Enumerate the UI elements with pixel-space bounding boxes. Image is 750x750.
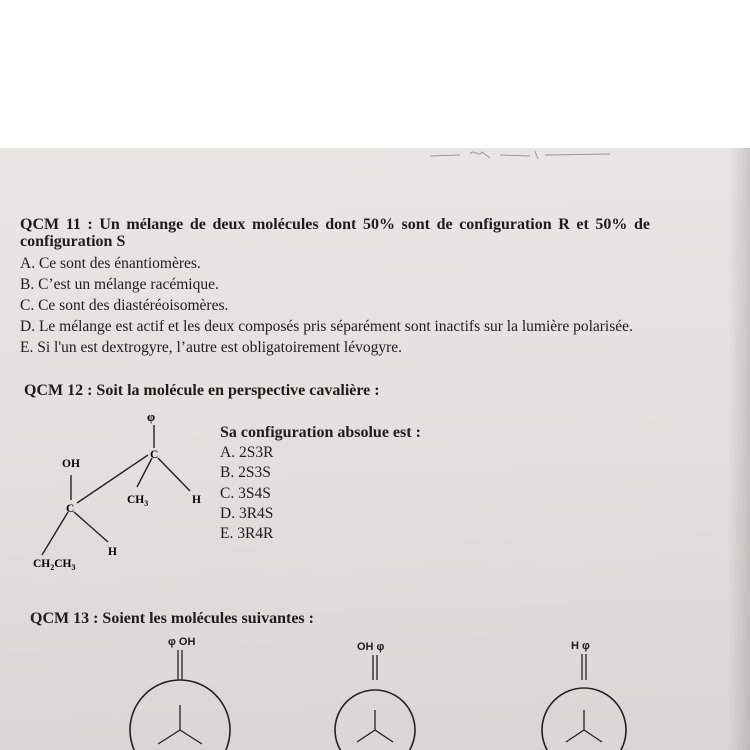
phi-label: φ: [147, 409, 156, 424]
qcm11-option-d: D. Le mélange est actif et les deux composés pris séparément sont inactifs sur la lumière polarisée.: [20, 318, 633, 335]
oh-label: OH: [62, 458, 80, 470]
carbon-2-label: C: [150, 449, 159, 461]
photo-background: [0, 0, 750, 148]
carbon-3-label: C: [66, 503, 75, 515]
qcm12-option-e: E. 3R4R: [220, 525, 274, 542]
newman-projection-1: [128, 650, 238, 750]
newman-projection-3: [540, 654, 640, 750]
newman-projection-2: [330, 655, 430, 750]
qcm12-option-a: A. 2S3R: [220, 444, 274, 461]
qcm11-option-e: E. Si l'un est dextrogyre, l’autre est obligatoirement lévogyre.: [20, 339, 403, 356]
qcm12-title: QCM 12 : Soit la molécule en perspective cavalière :: [24, 382, 380, 399]
qcm12-question: Sa configuration absolue est :: [220, 424, 421, 441]
h-bottom-label: H: [108, 546, 117, 558]
h-right-label: H: [192, 494, 201, 506]
bond-c3-ethyl: [42, 512, 68, 555]
qcm11-option-b: B. C’est un mélange racémique.: [20, 276, 219, 293]
newman-3-label: H φ: [571, 640, 590, 652]
bond-c2-h: [158, 458, 190, 491]
qcm13-title: QCM 13 : Soient les molécules suivantes :: [30, 610, 314, 627]
newman-2-label: OH φ: [357, 641, 385, 653]
qcm12-option-d: D. 3R4S: [220, 505, 274, 522]
qcm11-title-line2: configuration S: [20, 233, 126, 250]
bond-c2-ch3: [137, 458, 152, 487]
qcm12-option-c: C. 3S4S: [220, 485, 271, 502]
newman-1-label: φ OH: [168, 636, 196, 648]
bond-c3-h: [74, 512, 108, 542]
qcm11-title-line1: QCM 11 : Un mélange de deux molécules dont 50% sont de configuration R et 50% de: [20, 216, 651, 233]
qcm12-molecule-diagram: [0, 395, 230, 585]
ch3-label: $CH_3$: [127, 494, 149, 508]
page-edge-shadow: [728, 148, 750, 750]
ethyl-label: $CH_2CH_3$: [33, 558, 76, 572]
bleed-through-marks: [430, 146, 610, 162]
qcm12-option-b: B. 2S3S: [220, 464, 271, 481]
qcm11-option-c: C. Ce sont des diastéréoisomères.: [20, 297, 229, 314]
qcm11-option-a: A. Ce sont des énantiomères.: [20, 255, 201, 272]
